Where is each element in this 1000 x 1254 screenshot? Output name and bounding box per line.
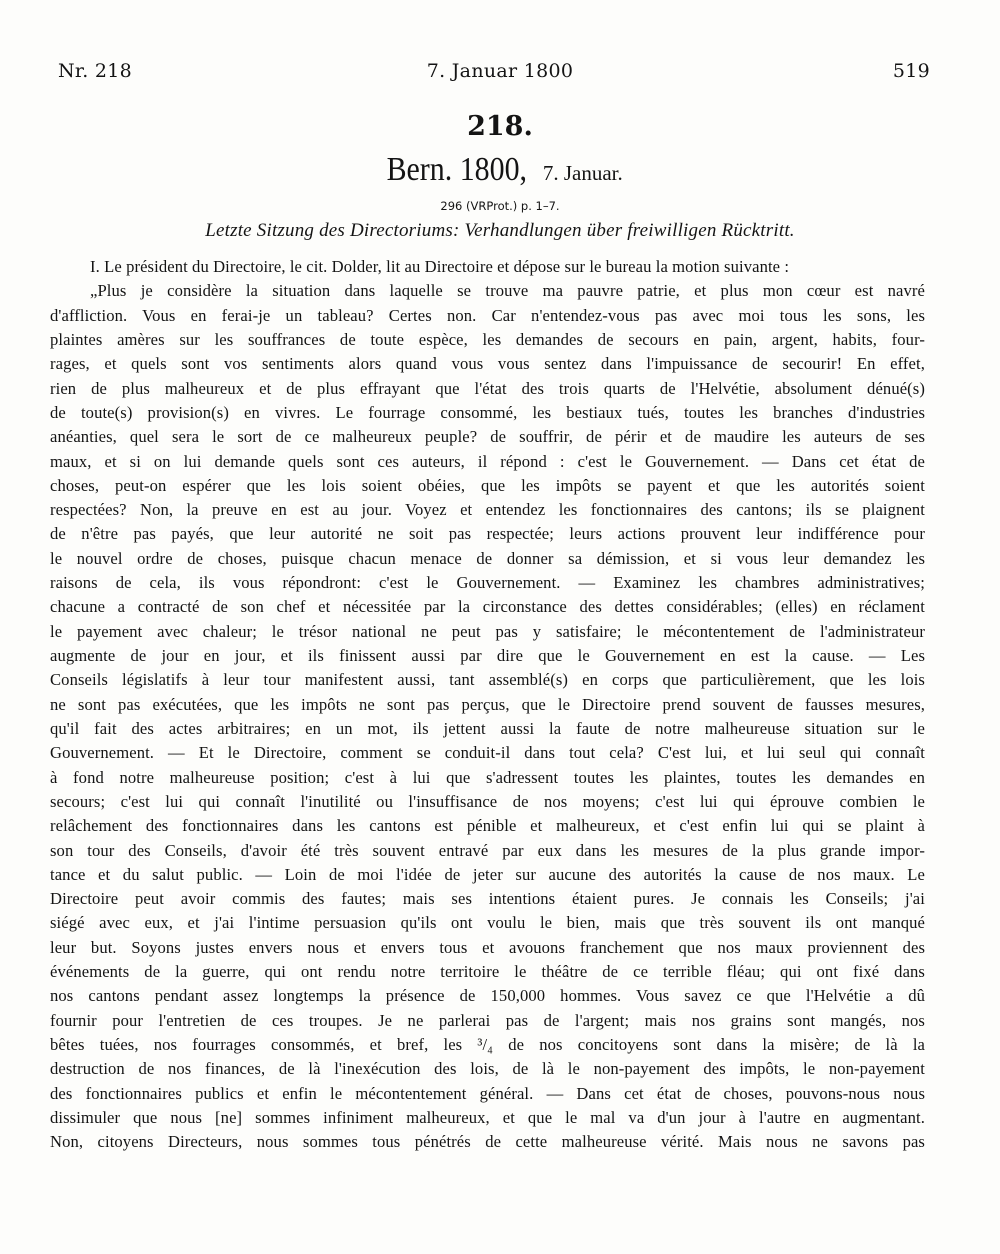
body-line: plaintes amères sur les souffrances de toute espèce, les demandes de secours en pain, argent, habits, four- [50,329,925,349]
body-line: destruction de nos finances, de là l'inexécution des lois, de là le non-payement des impôts, le non-payement [50,1059,925,1079]
body-line: ne sont pas exécutées, que les impôts ne sont pas perçus, que le Directoire prend souvent de fausses mesures, [50,694,925,714]
body-line: événements de la guerre, qui ont rendu notre territoire le théâtre de ce terrible fléau; qui ont fixé dans [50,962,925,982]
place-date-heading [0,150,1000,195]
body-line: Directoire peut avoir commis des fautes; mais ses intentions étaient pures. Je connais les Conseils; j'ai [50,889,925,909]
body-line: augmente de jour en jour, et ils finissent aussi par dire que le Gouvernement en est la cause. — Les [50,646,925,665]
body-line: qu'il fait des actes arbitraires; en un mot, ils jettent aussi la faute de notre malheureuse situation sur le [50,718,925,738]
body-line: rien de plus malheureux et de plus effrayant que l'état des trois quarts de l'Helvétie, absolument dénué(s) [50,378,925,398]
body-line: „Plus je considère la situation dans laquelle se trouve ma pauvre patrie, et plus mon cœur est navré [90,281,925,301]
body-line: Non, citoyens Directeurs, nous sommes tous pénétrés de cette malheureuse vérité. Mais nous ne savons pas [50,1132,925,1152]
body-line: leur but. Soyons justes envers nous et envers tous et avouons franchement que nos maux proviennent des [50,937,925,957]
body-line: des fonctionnaires publics et enfin le mécontentement général. — Dans cet état de choses, pouvons-nous nous [50,1083,925,1103]
body-line: son tour des Conseils, d'avoir été très souvent entravé par eux dans les mesures de la plus grande impor- [50,840,925,860]
date-label: 7. Januar. [542,161,623,185]
body-line: de n'être pas payés, que leur autorité ne soit pas respectée; leurs actions prouvent leur indifférence pour [50,524,925,544]
body-line: secours; c'est lui qui connaît l'inutilité ou l'insuffisance de nos moyens; c'est lui qui éprouve combien le [50,791,925,811]
body-line: Conseils législatifs à leur tour manifestent aussi, tant assemblé(s) en corps que particulièrement, que les lois [50,670,925,690]
place-year: Bern. 1800, [386,151,528,188]
body-line: le nouvel ordre de choses, puisque chacun menace de donner sa démission, et si vous leur demandez les [50,548,925,568]
body-line: maux, et si on lui demande quels sont ces auteurs, il répond : c'est le Gouvernement. — Dans cet état de [50,451,925,471]
body-line: nos cantons pendant assez longtemps la présence de 150,000 hommes. Vous savez ce que l'Helvétie a dû [50,986,925,1006]
body-line: Gouvernement. — Et le Directoire, comment se conduit-il dans tout cela? C'est lui, et lui seul qui connaît [50,743,925,763]
running-header-number: Nr. 218 [58,60,133,82]
document-number: 218. [467,111,533,142]
body-line: fournir pour l'entretien de ces troupes. Je ne parlerai pas de l'argent; mais nos grains sont mangés, nos [50,1010,925,1030]
body-line: à fond notre malheureuse position; c'est à lui que s'adressent toutes les plaintes, toutes les demandes en [50,767,925,787]
body-line: de toute(s) provision(s) en vivres. Le fourrage consommé, les bestiaux tués, toutes les branches d'industries [50,402,925,422]
body-line: bêtes tuées, nos fourrages consommés, et bref, les ³/₄ de nos concitoyens sont dans la misère; de là la [50,1035,925,1054]
body-text [50,255,925,1155]
page-number: 519 [892,60,930,82]
body-line: choses, peut-on espérer que les lois soient obéies, que les impôts se payent et que les autorités soient [50,475,925,495]
source-reference: 296 (VRProt.) p. 1–7. [440,199,560,213]
body-line: respectées? Non, la preuve en est au jour. Voyez et entendez les fonctionnaires des cantons; ils se plaignent [50,500,925,520]
body-line: anéanties, quel sera le sort de ce malheureux peuple? de souffrir, de périr et de maudire les auteurs de ses [50,427,925,447]
body-line: siégé avec eux, et j'ai l'intime persuasion qu'ils ont voulu le bien, mais que très souvent ils ont manqué [50,913,925,933]
body-line: raisons de cela, ils vous répondront: c'est le Gouvernement. — Examinez les chambres administratives; [50,573,925,593]
body-line: le payement avec chaleur; le trésor national ne peut pas y satisfaire; le mécontentement de l'administrateur [50,621,925,641]
subject-heading: Letzte Sitzung des Directoriums: Verhandlungen über freiwilligen Rücktritt. [205,220,795,241]
body-line: chacune a contracté de son chef et nécessitée par la circonstance des dettes considérables; (elles) en réclament [50,597,925,617]
body-line: dissimuler que nous [ne] sommes infiniment malheureux, et que le mal va d'un jour à l'autre en augmentant. [50,1107,925,1127]
body-line: I. Le président du Directoire, le cit. Dolder, lit au Directoire et dépose sur le bureau la motion suivante : [90,257,790,276]
body-line: relâchement des fonctionnaires dans les cantons est pénible et malheureux, et c'est enfin lui qui se plaint à [50,816,925,836]
body-line: rages, et quels sont vos sentiments alors quand vous vous sentez dans l'impuissance de secourir! En effet, [50,354,925,374]
body-line: tance et du salut public. — Loin de moi l'idée de jeter sur aucune des autorités la cause de nos maux. Le [50,864,925,884]
body-line: d'affliction. Vous en ferai-je un tableau? Certes non. Car n'entendez-vous pas avec moi tous les sons, les [50,305,925,325]
running-header-date: 7. Januar 1800 [426,60,574,82]
